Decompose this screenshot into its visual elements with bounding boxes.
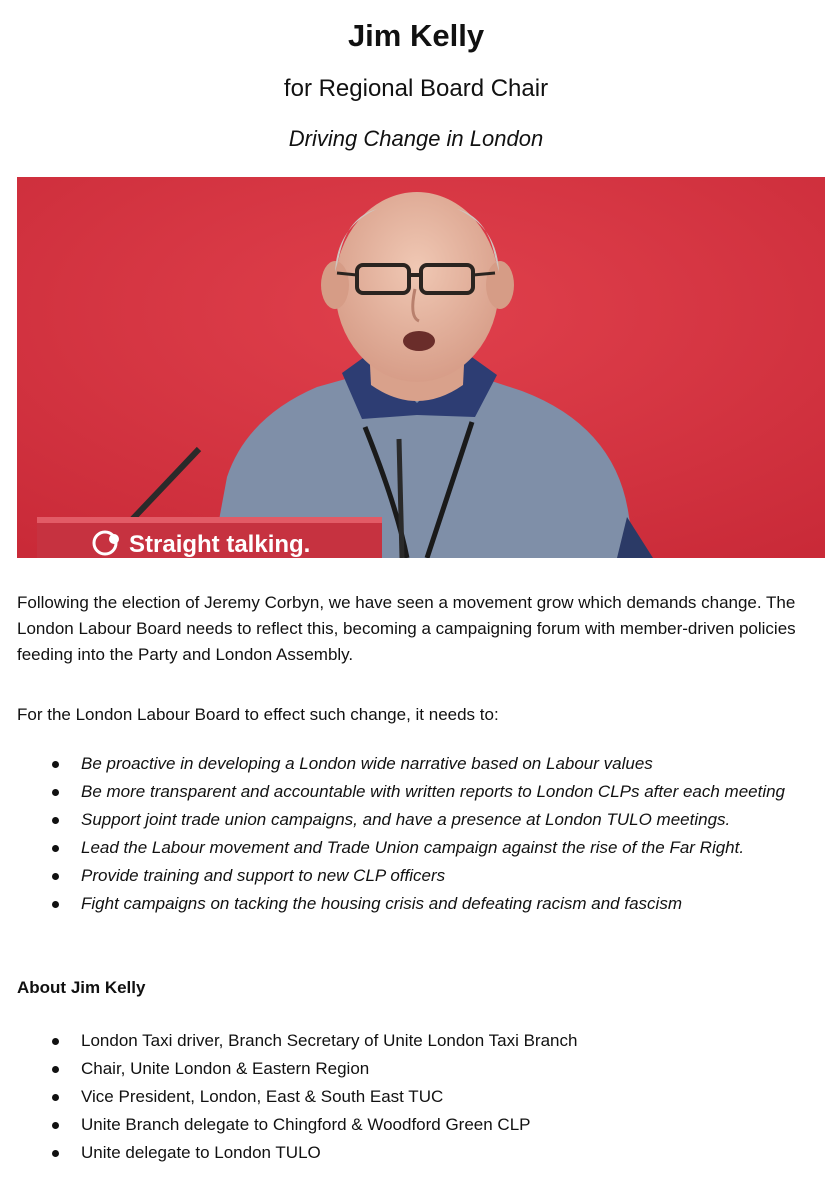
bullet-icon xyxy=(52,817,59,824)
intro-lead: For the London Labour Board to effect such change, it needs to: xyxy=(17,705,499,724)
list-item: Support joint trade union campaigns, and have a presence at London TULO meetings. xyxy=(17,806,807,834)
bullet-icon xyxy=(52,901,59,908)
list-item: Be proactive in developing a London wide narrative based on Labour values xyxy=(17,750,807,778)
bullet-icon xyxy=(52,873,59,880)
bullet-icon xyxy=(52,761,59,768)
bullet-icon xyxy=(52,1122,59,1129)
board-actions-list xyxy=(17,750,807,918)
about-list xyxy=(17,1027,807,1167)
podium-sign-text: Straight talking. xyxy=(129,531,311,558)
candidacy-subtitle: for Regional Board Chair xyxy=(283,75,549,102)
bullet-icon xyxy=(52,789,59,796)
list-item: Chair, Unite London & Eastern Region xyxy=(17,1055,807,1083)
intro-paragraph: Following the election of Jeremy Corbyn, we have seen a movement grow which demands change. The London Labour Board needs to reflect this, becoming a campaigning forum with member-driven policies feeding into the Party and London Assembly. xyxy=(17,593,796,664)
candidate-name: Jim Kelly xyxy=(347,18,485,53)
list-item: Lead the Labour movement and Trade Union campaign against the rise of the Far Right. xyxy=(17,834,807,862)
list-item: London Taxi driver, Branch Secretary of Unite London Taxi Branch xyxy=(17,1027,807,1055)
bullet-icon xyxy=(52,1066,59,1073)
list-item: Be more transparent and accountable with written reports to London CLPs after each meeting xyxy=(17,778,807,806)
campaign-tagline: Driving Change in London xyxy=(288,126,544,151)
bullet-icon xyxy=(52,1150,59,1157)
bullet-icon xyxy=(52,845,59,852)
candidate-photo xyxy=(17,177,825,558)
list-item: Vice President, London, East & South East TUC xyxy=(17,1083,807,1111)
list-item: Provide training and support to new CLP officers xyxy=(17,862,807,890)
list-item: Fight campaigns on tacking the housing crisis and defeating racism and fascism xyxy=(17,890,807,918)
list-item: Unite delegate to London TULO xyxy=(17,1139,807,1167)
bullet-icon xyxy=(52,1094,59,1101)
about-heading: About Jim Kelly xyxy=(17,978,146,997)
list-item: Unite Branch delegate to Chingford & Woodford Green CLP xyxy=(17,1111,807,1139)
bullet-icon xyxy=(52,1038,59,1045)
